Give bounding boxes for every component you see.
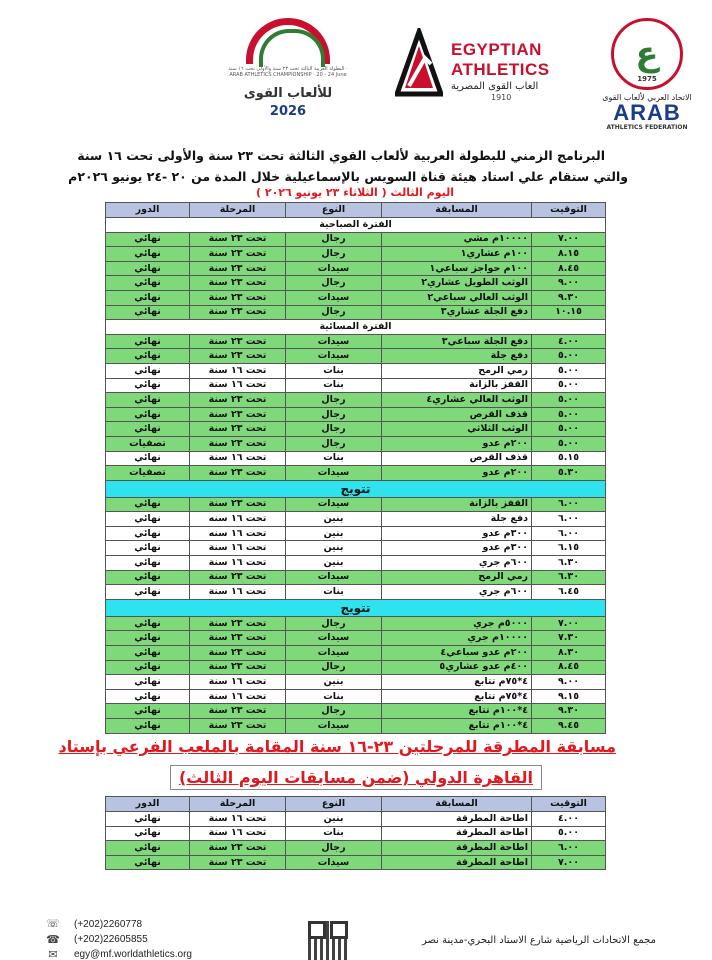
cell-round: نهائي <box>106 826 190 841</box>
cell-stage: تحت ١٦ سنة <box>190 556 286 571</box>
cell-time: ٨.٣٠ <box>532 646 606 661</box>
cell-event: دفع جلة <box>382 349 532 364</box>
cell-event: ٢٠٠م عدو <box>382 436 532 451</box>
table-header-row <box>106 797 606 812</box>
cell-time: ٧.٣٠ <box>532 631 606 646</box>
cell-event: الوثب الثلاثي <box>382 422 532 437</box>
table-header-row <box>106 203 606 218</box>
cell-type: رجال <box>286 305 382 320</box>
hammer-section-title-2 <box>96 768 616 787</box>
ceremony-label-row <box>106 599 606 616</box>
cell-event: الوثب العالي سباعي٢ <box>382 290 532 305</box>
table-row <box>106 660 606 675</box>
morning-period-label-row <box>106 218 606 233</box>
cell-round: نهائي <box>106 422 190 437</box>
cell-stage: تحت ٢٣ سنة <box>190 660 286 675</box>
arab-federation-emblem-icon <box>611 18 683 90</box>
cell-stage: تحت ٢٣ سنة <box>190 570 286 585</box>
cell-time: ٦.٣٠ <box>532 556 606 571</box>
cell-time: ١٠.١٥ <box>532 305 606 320</box>
table-row <box>106 232 606 247</box>
cell-round: نهائي <box>106 334 190 349</box>
cell-type: بنات <box>286 451 382 466</box>
header-stage: المرحلة <box>190 797 286 812</box>
cell-time: ٥.٠٠ <box>532 422 606 437</box>
cell-stage: تحت ٢٣ سنة <box>190 261 286 276</box>
cell-time: ٦.٣٠ <box>532 570 606 585</box>
cell-event: الوثب العالي عشاري٤ <box>382 393 532 408</box>
cell-round: نهائي <box>106 512 190 527</box>
table-row <box>106 497 606 512</box>
cell-round: نهائي <box>106 841 190 856</box>
table-row <box>106 466 606 481</box>
schedule-table <box>105 202 606 734</box>
table-row <box>106 570 606 585</box>
cell-round: نهائي <box>106 646 190 661</box>
cell-event: ٢٠٠م عدو سباعي٤ <box>382 646 532 661</box>
cell-round: تصفيات <box>106 436 190 451</box>
header-round: الدور <box>106 203 190 218</box>
ceremony-label: تتويج <box>106 599 606 616</box>
cell-stage: تحت ١٦ سنة <box>190 451 286 466</box>
cell-type: رجال <box>286 407 382 422</box>
cell-stage: تحت ١٦ سنة <box>190 378 286 393</box>
cell-event: ١٠٠٠٠م جري <box>382 631 532 646</box>
cell-time: ٦.٠٠ <box>532 526 606 541</box>
email-icon: ✉ <box>48 948 58 960</box>
cell-stage: تحت ٢٣ سنة <box>190 407 286 422</box>
table-row <box>106 276 606 291</box>
cell-type: سيدات <box>286 631 382 646</box>
cell-event: دفع جلة <box>382 512 532 527</box>
cell-type: بنين <box>286 812 382 827</box>
table-row <box>106 305 606 320</box>
cell-type: سيدات <box>286 719 382 734</box>
cell-event: ٥٠٠٠م جري <box>382 616 532 631</box>
cell-type: سيدات <box>286 290 382 305</box>
cell-stage: تحت ٢٣ سنة <box>190 422 286 437</box>
cell-time: ٩.٣٠ <box>532 290 606 305</box>
arab-federation-arabic: الاتحاد العربي لألعاب القوى <box>602 93 692 102</box>
arab-federation-sub: ATHLETICS FEDERATION <box>606 124 688 131</box>
cell-event: اطاحة المطرقة <box>382 812 532 827</box>
cell-event: ٤*٧٥م تتابع <box>382 675 532 690</box>
table-row <box>106 247 606 262</box>
cell-type: سيدات <box>286 466 382 481</box>
hammer-table <box>105 796 606 870</box>
evening-period-label: الفترة المسائية <box>106 320 606 335</box>
cell-time: ٦.٠٠ <box>532 497 606 512</box>
cell-stage: تحت ١٦ سنة <box>190 689 286 704</box>
cell-stage: تحت ١٦ سنه <box>190 526 286 541</box>
cell-stage: تحت ٢٣ سنة <box>190 436 286 451</box>
cell-event: دفع الجلة سباعي٣ <box>382 334 532 349</box>
table-row <box>106 378 606 393</box>
table-row <box>106 261 606 276</box>
cell-round: نهائي <box>106 660 190 675</box>
cell-time: ٧.٠٠ <box>532 232 606 247</box>
championship-logo <box>228 18 348 119</box>
cell-round: نهائي <box>106 570 190 585</box>
cell-time: ٦.٤٥ <box>532 585 606 600</box>
cell-time: ٨.٤٥ <box>532 261 606 276</box>
pyramid-runner-icon <box>395 28 443 98</box>
table-row <box>106 451 606 466</box>
cell-type: سيدات <box>286 497 382 512</box>
cell-stage: تحت ١٦ سنه <box>190 512 286 527</box>
cell-stage: تحت ٢٣ سنة <box>190 305 286 320</box>
footer-phone-2: (+202)22605855 <box>74 934 148 945</box>
arab-federation-glyph: ع <box>635 34 659 74</box>
cell-stage: تحت ٢٣ سنة <box>190 719 286 734</box>
cell-time: ٤.٠٠ <box>532 334 606 349</box>
cell-time: ٨.٤٥ <box>532 660 606 675</box>
cell-event: رمي الرمح <box>382 570 532 585</box>
cell-round: نهائي <box>106 349 190 364</box>
cell-event: اطاحة المطرقة <box>382 841 532 856</box>
cell-type: رجال <box>286 436 382 451</box>
cell-type: رجال <box>286 393 382 408</box>
footer-phone-1: (+202)2260778 <box>74 919 143 930</box>
table-row <box>106 812 606 827</box>
cell-round: نهائي <box>106 378 190 393</box>
hammer-section-title-1: مسابقة المطرقة للمرحلتين ٢٣-١٦ سنة المقامة بالملعب الفرعي بإستاد <box>58 737 616 756</box>
championship-emblem-icon <box>246 18 330 64</box>
table-row <box>106 363 606 378</box>
cell-round: تصفيات <box>106 466 190 481</box>
cell-stage: تحت ١٦ سنة <box>190 363 286 378</box>
cell-event: ٣٠٠م عدو <box>382 541 532 556</box>
table-row <box>106 719 606 734</box>
fax-icon: ☎ <box>46 933 60 946</box>
cell-stage: تحت ٢٣ سنة <box>190 631 286 646</box>
cell-round: نهائي <box>106 497 190 512</box>
cell-stage: تحت ٢٣ سنة <box>190 232 286 247</box>
cell-round: نهائي <box>106 393 190 408</box>
cell-time: ٥.٠٠ <box>532 393 606 408</box>
cell-round: نهائي <box>106 541 190 556</box>
cell-stage: تحت ٢٣ سنة <box>190 349 286 364</box>
table-row <box>106 675 606 690</box>
cell-time: ٥.٠٠ <box>532 436 606 451</box>
cell-stage: تحت ١٦ سنة <box>190 541 286 556</box>
cell-event: ١٠٠٠٠م مشي <box>382 232 532 247</box>
morning-period-label: الفترة الصباحية <box>106 218 606 233</box>
table-row <box>106 556 606 571</box>
cell-round: نهائي <box>106 261 190 276</box>
day-label: اليوم الثالث ( الثلاثاء ٢٣ يونيو ٢٠٢٦ ) <box>256 186 454 199</box>
cell-type: رجال <box>286 841 382 856</box>
cell-round: نهائي <box>106 704 190 719</box>
cell-type: رجال <box>286 704 382 719</box>
document-title-line-2: والتي ستقام علي استاد هيئة قناة السويس بالإسماعيلية خلال المدة من ٢٠ -٢٤ يونيو ٢٠٢٦م <box>68 169 628 184</box>
cell-event: الوثب الطويل عشاري٢ <box>382 276 532 291</box>
cell-type: رجال <box>286 660 382 675</box>
cell-type: سيدات <box>286 334 382 349</box>
arab-federation-en: ARAB <box>613 100 681 125</box>
table-row <box>106 349 606 364</box>
cell-round: نهائي <box>106 616 190 631</box>
cell-round: نهائي <box>106 407 190 422</box>
cell-round: نهائي <box>106 855 190 870</box>
table-row <box>106 407 606 422</box>
cell-round: نهائي <box>106 363 190 378</box>
cell-type: بنين <box>286 526 382 541</box>
cell-stage: تحت ٢٣ سنة <box>190 855 286 870</box>
cell-stage: تحت ١٦ سنة <box>190 675 286 690</box>
footer-address: مجمع الاتحادات الرياضية شارع الاستاد البحري-مدينة نصر <box>421 935 656 946</box>
phone-icon: ☏ <box>46 917 60 930</box>
cell-stage: تحت ١٦ سنة <box>190 826 286 841</box>
qr-code-icon <box>308 921 348 960</box>
cell-time: ٦.١٥ <box>532 541 606 556</box>
table-row <box>106 704 606 719</box>
cell-stage: تحت ١٦ سنة <box>190 812 286 827</box>
cell-time: ٨.١٥ <box>532 247 606 262</box>
cell-stage: تحت ٢٣ سنة <box>190 646 286 661</box>
cell-event: رمي الرمح <box>382 363 532 378</box>
cell-type: سيدات <box>286 261 382 276</box>
cell-stage: تحت ٢٣ سنة <box>190 704 286 719</box>
championship-year: 2026 <box>269 104 307 119</box>
header-time: التوقيت <box>532 797 606 812</box>
cell-round: نهائي <box>106 290 190 305</box>
cell-event: القفز بالزانة <box>382 378 532 393</box>
cell-time: ٥.٠٠ <box>532 826 606 841</box>
arab-federation-logo <box>592 18 702 131</box>
logo-bar <box>0 0 712 135</box>
cell-time: ٩.١٥ <box>532 689 606 704</box>
cell-round: نهائي <box>106 812 190 827</box>
cell-type: رجال <box>286 276 382 291</box>
egyptian-athletics-arabic: العاب القوى المصرية <box>451 81 539 92</box>
cell-type: بنات <box>286 585 382 600</box>
cell-type: رجال <box>286 422 382 437</box>
table-row <box>106 436 606 451</box>
cell-event: ٢٠٠م عدو <box>382 466 532 481</box>
cell-time: ٩.٠٠ <box>532 675 606 690</box>
footer <box>0 905 712 960</box>
table-row <box>106 334 606 349</box>
cell-event: ٦٠٠م جري <box>382 585 532 600</box>
cell-round: نهائي <box>106 305 190 320</box>
cell-round: نهائي <box>106 631 190 646</box>
cell-event: ١٠٠م حواجز سباعي١ <box>382 261 532 276</box>
header-type: النوع <box>286 203 382 218</box>
header-event: المسابقة <box>382 797 532 812</box>
cell-time: ٥.٣٠ <box>532 466 606 481</box>
cell-time: ٩.٠٠ <box>532 276 606 291</box>
table-row <box>106 541 606 556</box>
cell-event: اطاحة المطرقة <box>382 855 532 870</box>
cell-round: نهائي <box>106 232 190 247</box>
header-time: التوقيت <box>532 203 606 218</box>
cell-round: نهائي <box>106 451 190 466</box>
cell-round: نهائي <box>106 247 190 262</box>
cell-event: قذف القرص <box>382 451 532 466</box>
table-row <box>106 855 606 870</box>
cell-type: بنين <box>286 675 382 690</box>
table-row <box>106 841 606 856</box>
table-row <box>106 526 606 541</box>
cell-type: سيدات <box>286 646 382 661</box>
cell-time: ٧.٠٠ <box>532 616 606 631</box>
cell-time: ٩.٤٥ <box>532 719 606 734</box>
cell-type: بنات <box>286 826 382 841</box>
cell-event: ٤*١٠٠م تتابع <box>382 719 532 734</box>
championship-caption: البطولة العربية الثالثة تحت ٢٣ سنة والأولى تحت ١٦ سنة · ARAB ATHLETICS CHAMPIONSHIP · 20 - 24 June <box>228 66 348 78</box>
cell-event: اطاحة المطرقة <box>382 826 532 841</box>
table-row <box>106 290 606 305</box>
cell-type: رجال <box>286 616 382 631</box>
cell-time: ٥.١٥ <box>532 451 606 466</box>
document-title-line-1: البرنامج الزمني للبطولة العربية لألعاب القوي الثالثة تحت ٢٣ سنة والأولى تحت ١٦ سنة <box>77 148 605 163</box>
cell-type: رجال <box>286 247 382 262</box>
cell-stage: تحت ٢٣ سنة <box>190 616 286 631</box>
cell-type: سيدات <box>286 570 382 585</box>
cell-event: دفع الجلة عشاري٣ <box>382 305 532 320</box>
cell-stage: تحت ٢٣ سنة <box>190 841 286 856</box>
cell-time: ٥.٠٠ <box>532 363 606 378</box>
cell-type: رجال <box>286 232 382 247</box>
cell-event: ٤*١٠٠م تتابع <box>382 704 532 719</box>
cell-time: ٦.٠٠ <box>532 841 606 856</box>
ceremony-label: تتويج <box>106 480 606 497</box>
egyptian-athletics-title-2: ATHLETICS <box>451 60 550 79</box>
table-row <box>106 826 606 841</box>
cell-round: نهائي <box>106 585 190 600</box>
cell-event: القفز بالزانة <box>382 497 532 512</box>
cell-time: ٥.٠٠ <box>532 349 606 364</box>
table-row <box>106 393 606 408</box>
table-row <box>106 585 606 600</box>
cell-stage: تحت ٢٣ سنة <box>190 290 286 305</box>
cell-time: ٦.٠٠ <box>532 512 606 527</box>
cell-round: نهائي <box>106 276 190 291</box>
cell-stage: تحت ٢٣ سنة <box>190 466 286 481</box>
championship-name: للألعاب القوى <box>243 86 333 101</box>
cell-type: بنات <box>286 689 382 704</box>
cell-round: نهائي <box>106 526 190 541</box>
cell-event: ٦٠٠م جري <box>382 556 532 571</box>
header-event: المسابقة <box>382 203 532 218</box>
cell-type: بنين <box>286 541 382 556</box>
cell-stage: تحت ٢٣ سنة <box>190 247 286 262</box>
cell-event: ٤٠٠م عدو عشاري٥ <box>382 660 532 675</box>
table-row <box>106 422 606 437</box>
cell-time: ٧.٠٠ <box>532 855 606 870</box>
cell-type: بنين <box>286 556 382 571</box>
header-stage: المرحلة <box>190 203 286 218</box>
egyptian-athletics-title-1: EGYPTIAN <box>451 40 542 59</box>
hammer-section-title-2-text: القاهرة الدولي (ضمن مسابقات اليوم الثالث) <box>170 765 542 790</box>
cell-stage: تحت ٢٣ سنة <box>190 334 286 349</box>
cell-round: نهائي <box>106 556 190 571</box>
ceremony-label-row <box>106 480 606 497</box>
cell-stage: تحت ١٦ سنة <box>190 585 286 600</box>
cell-time: ٥.٠٠ <box>532 378 606 393</box>
table-row <box>106 689 606 704</box>
cell-type: بنين <box>286 512 382 527</box>
header-type: النوع <box>286 797 382 812</box>
header-round: الدور <box>106 797 190 812</box>
cell-time: ٤.٠٠ <box>532 812 606 827</box>
cell-stage: تحت ٢٣ سنة <box>190 497 286 512</box>
cell-round: نهائي <box>106 689 190 704</box>
cell-type: بنات <box>286 378 382 393</box>
cell-event: قذف القرص <box>382 407 532 422</box>
table-row <box>106 512 606 527</box>
cell-round: نهائي <box>106 719 190 734</box>
cell-type: سيدات <box>286 855 382 870</box>
cell-time: ٥.٠٠ <box>532 407 606 422</box>
egyptian-athletics-year: 1910 <box>491 93 512 102</box>
table-row <box>106 616 606 631</box>
cell-type: سيدات <box>286 349 382 364</box>
cell-event: ١٠٠م عشاري١ <box>382 247 532 262</box>
cell-time: ٩.٣٠ <box>532 704 606 719</box>
cell-stage: تحت ٢٣ سنة <box>190 276 286 291</box>
cell-event: ٤*٧٥م تتابع <box>382 689 532 704</box>
arab-federation-year: 1975 <box>637 75 657 83</box>
table-row <box>106 631 606 646</box>
table-row <box>106 646 606 661</box>
cell-type: بنات <box>286 363 382 378</box>
cell-event: ٣٠٠م عدو <box>382 526 532 541</box>
evening-period-label-row <box>106 320 606 335</box>
cell-round: نهائي <box>106 675 190 690</box>
footer-email: egy@mf.worldathletics.org <box>74 949 192 960</box>
cell-stage: تحت ٢٣ سنة <box>190 393 286 408</box>
